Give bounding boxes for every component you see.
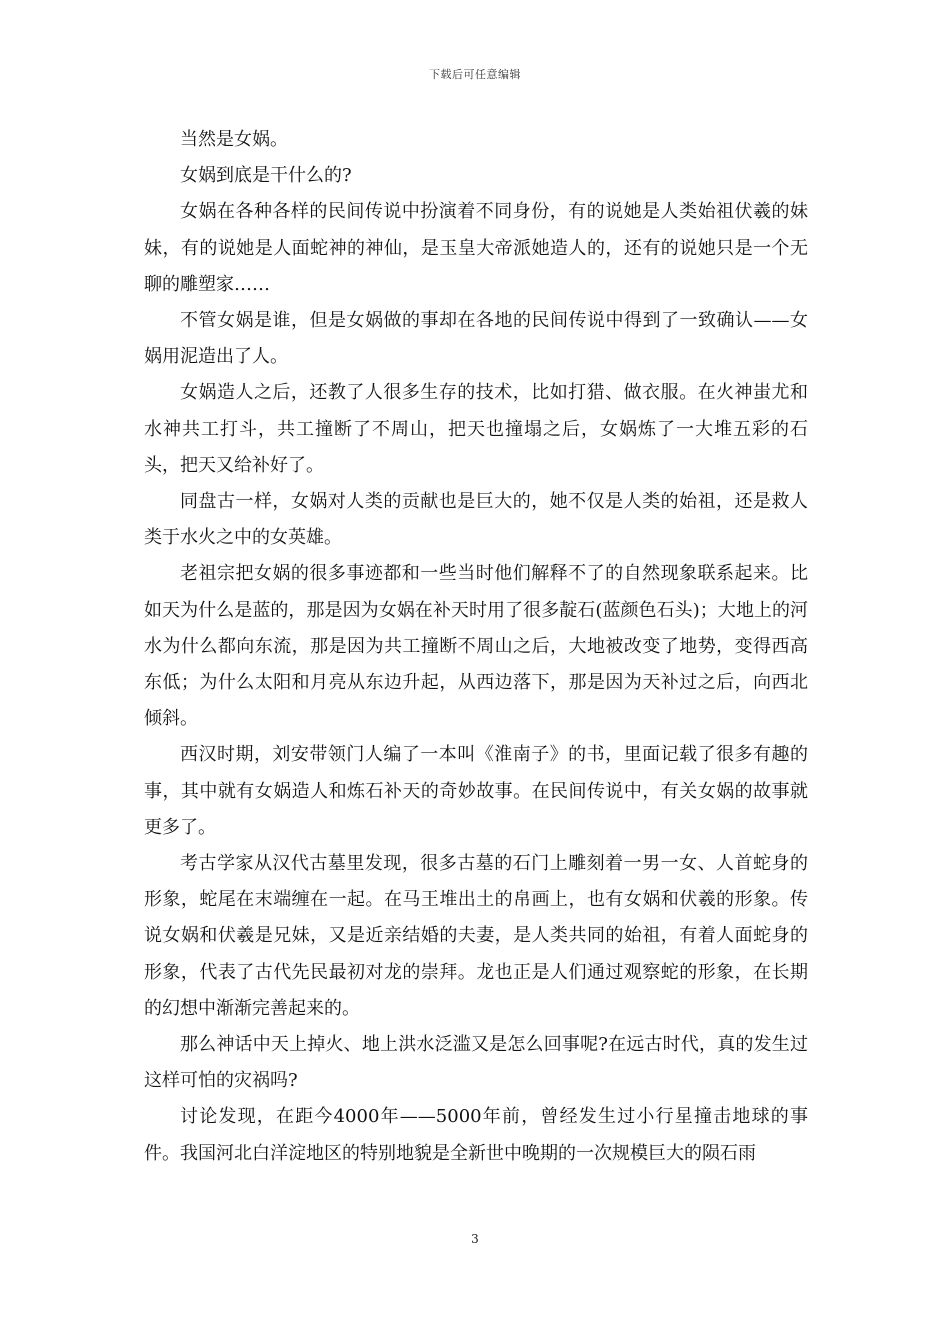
paragraph: 考古学家从汉代古墓里发现，很多古墓的石门上雕刻着一男一女、人首蛇身的形象，蛇尾在末端缠在一起。在马王堆出土的帛画上，也有女娲和伏羲的形象。传说女娲和伏羲是兄妹，又是近亲结婚的夫妻，是人类共同的始祖，有着人面蛇身的形象，代表了古代先民最初对龙的崇拜。龙也正是人们通过观察蛇的形象，在长期的幻想中渐渐完善起来的。 [144,853,808,1019]
paragraph: 不管女娲是谁，但是女娲做的事却在各地的民间传说中得到了一致确认——女娲用泥造出了人。 [144,310,808,368]
paragraph: 同盘古一样，女娲对人类的贡献也是巨大的，她不仅是人类的始祖，还是救人类于水火之中的女英雄。 [144,491,808,549]
page-header: 下载后可任意编辑 [429,68,521,81]
paragraph: 西汉时期，刘安带领门人编了一本叫《淮南子》的书，里面记载了很多有趣的事，其中就有女娲造人和炼石补天的奇妙故事。在民间传说中，有关女娲的故事就更多了。 [144,744,808,838]
paragraph: 女娲造人之后，还教了人很多生存的技术，比如打猎、做衣服。在火神蚩尤和水神共工打斗，共工撞断了不周山，把天也撞塌之后，女娲炼了一大堆五彩的石头，把天又给补好了。 [144,382,808,476]
paragraph: 那么神话中天上掉火、地上洪水泛滥又是怎么回事呢?在远古时代，真的发生过这样可怕的灾祸吗? [144,1034,808,1092]
paragraph: 女娲在各种各样的民间传说中扮演着不同身份，有的说她是人类始祖伏羲的妹妹，有的说她是人面蛇神的神仙，是玉皇大帝派她造人的，还有的说她只是一个无聊的雕塑家…… [144,201,808,295]
paragraph: 女娲到底是干什么的? [180,165,352,187]
body-text [144,122,808,1172]
paragraph: 当然是女娲。 [180,129,288,150]
paragraph: 老祖宗把女娲的很多事迹都和一些当时他们解释不了的自然现象联系起来。比如天为什么是蓝的，那是因为女娲在补天时用了很多靛石(蓝颜色石头)；大地上的河水为什么都向东流，那是因为共工撞断不周山之后，大地被改变了地势，变得西高东低；为什么太阳和月亮从东边升起，从西边落下，那是因为天补过之后，向西北倾斜。 [144,563,808,730]
page-number: 3 [471,1232,479,1246]
paragraph: 讨论发现，在距今4000年——5000年前，曾经发生过小行星撞击地球的事件。我国河北白洋淀地区的特别地貌是全新世中晚期的一次规模巨大的陨石雨 [144,1106,808,1164]
